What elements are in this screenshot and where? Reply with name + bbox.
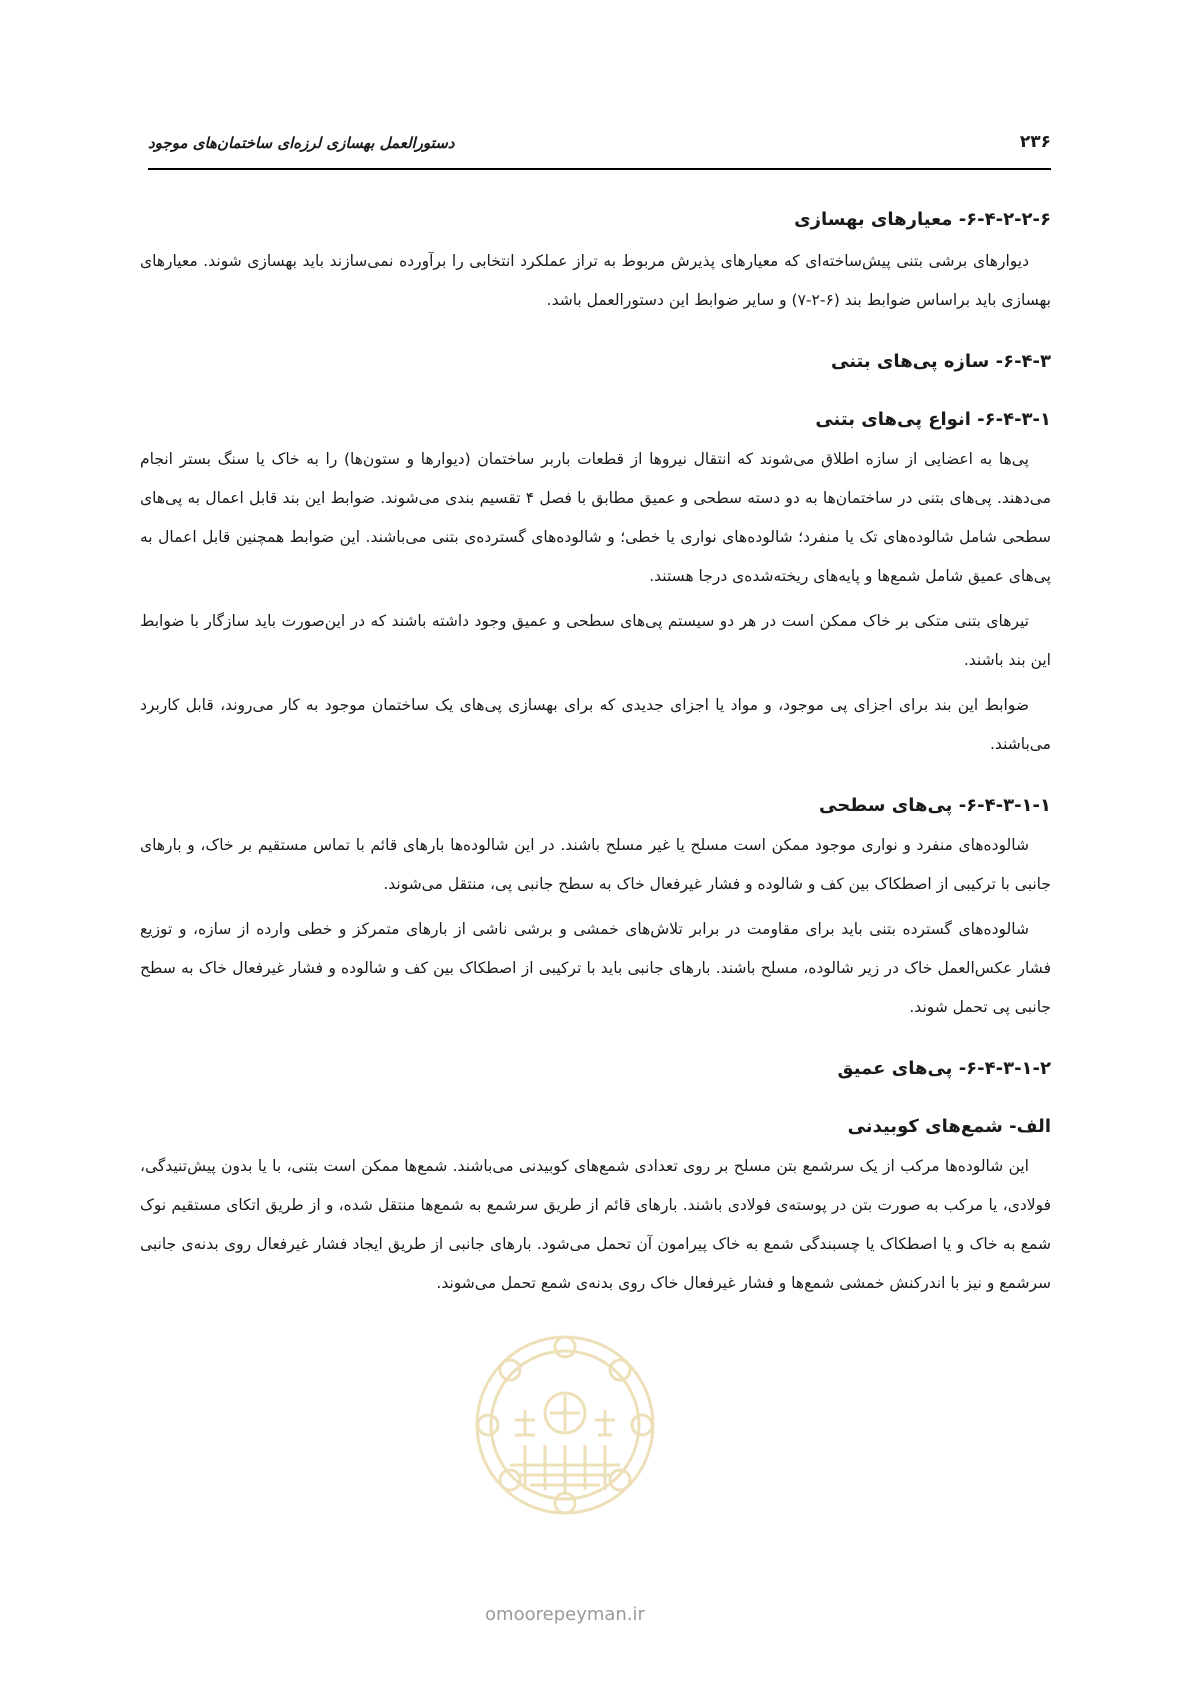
section-heading: ۶-۴-۳-۱-۲- پی‌های عمیق bbox=[837, 1058, 1051, 1079]
section-heading: ۶-۴-۳- سازه پی‌های بتنی bbox=[831, 351, 1051, 372]
section-heading: ۶-۴-۳-۱-۱- پی‌های سطحی bbox=[819, 795, 1051, 816]
paragraph: دیوارهای برشی بتنی پیش‌ساخته‌ای که معیارهای پذیرش مربوط به تراز عملکرد انتخابی را برآورده نمی‌سازند باید بهسازی شوند. معیارهای بهسازی باید براساس ضوابط بند (۶-۲-۷) و سایر ضوابط این دستورالعمل باشد. bbox=[140, 252, 1051, 309]
running-header bbox=[148, 128, 1051, 170]
paragraph: شالوده‌های منفرد و نواری موجود ممکن است مسلح یا غیر مسلح باشند. در این شالوده‌ها بارهای قائم با تماس مستقیم بر خاک، و بارهای جانبی با ترکیبی از اصطکاک بین کف و شالوده و فشار غیرفعال خاک به سطح جانبی پی، منتقل می‌شوند. bbox=[140, 836, 1051, 893]
paragraph: این شالوده‌ها مرکب از یک سرشمع بتن مسلح بر روی تعدادی شمع‌های کوبیدنی می‌باشند. شمع‌ها ممکن است بتنی، با یا بدون پیش‌تنیدگی، فولادی، یا مرکب به صورت بتن در پوسته‌ی فولادی باشند. بارهای قائم از طریق سرشمع به شمع‌ها منتقل شده، و از طریق اتکای مستقیم نوک شمع به خاک و یا اصطکاک یا چسبندگی شمع به خاک پیرامون آن تحمل می‌شود. بارهای جانبی از طریق ایجاد فشار غیرفعال روی بدنه‌ی جانبی سرشمع و نیز با اندرکنش خمشی شمع‌ها و فشار غیرفعال خاک روی بدنه‌ی شمع تحمل می‌شوند. bbox=[140, 1157, 1051, 1292]
watermark-seal-icon bbox=[470, 1325, 660, 1525]
paragraph: ضوابط این بند برای اجزای پی موجود، و مواد یا اجزای جدیدی که برای بهسازی پی‌های یک ساختمان موجود به کار می‌روند، قابل کاربرد می‌باشند. bbox=[140, 696, 1051, 753]
section-heading: ۶-۴-۲-۲-۶- معیارهای بهسازی bbox=[794, 209, 1051, 230]
paragraph: تیرهای بتنی متکی بر خاک ممکن است در هر دو سیستم پی‌های سطحی و عمیق وجود داشته باشند که در این‌صورت باید سازگار با ضوابط این بند باشند. bbox=[140, 612, 1051, 669]
page-number: ۲۳۶ bbox=[1019, 132, 1051, 152]
paragraph: شالوده‌های گسترده بتنی باید برای مقاومت در برابر تلاش‌های خمشی و برشی ناشی از بارهای متمرکز و خطی وارده از سازه، و توزیع فشار عکس‌العمل خاک در زیر شالوده، مسلح باشند. بارهای جانبی باید با ترکیبی از اصطکاک بین کف و شالوده و فشار غیرفعال خاک به سطح جانبی پی تحمل شوند. bbox=[140, 920, 1051, 1016]
document-body bbox=[140, 200, 1051, 1303]
paragraph: پی‌ها به اعضایی از سازه اطلاق می‌شوند که انتقال نیروها از قطعات باربر ساختمان (دیوارها و ستون‌ها) را به خاک یا سنگ بستر انجام می‌دهند. پی‌های بتنی در ساختمان‌ها به دو دسته سطحی و عمیق مطابق با فصل ۴ تقسیم بندی می‌شوند. ضوابط این بند قابل اعمال به پی‌های سطحی شامل شالوده‌های تک یا منفرد؛ شالوده‌های نواری یا خطی؛ و شالوده‌های گسترده‌ی بتنی می‌باشند. این ضوابط همچنین قابل اعمال به پی‌های عمیق شامل شمع‌ها و پایه‌های ریخته‌شده‌ی درجا هستند. bbox=[140, 450, 1051, 585]
section-heading: ۶-۴-۳-۱- انواع پی‌های بتنی bbox=[815, 409, 1051, 430]
watermark-url: omoorepeyman.ir bbox=[485, 1604, 645, 1625]
section-heading: الف- شمع‌های کوبیدنی bbox=[847, 1116, 1051, 1137]
running-title: دستورالعمل بهسازی لرزه‌ای ساختمان‌های موجود bbox=[148, 134, 455, 152]
